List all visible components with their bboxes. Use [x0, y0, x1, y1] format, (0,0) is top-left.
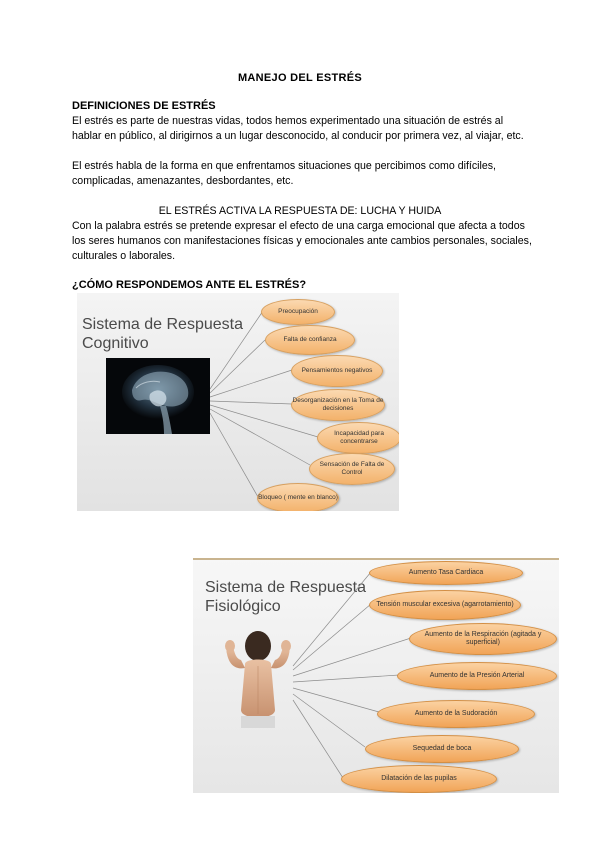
slide1-title-line2: Cognitivo — [82, 335, 149, 352]
oval-item-1: Preocupación — [261, 299, 335, 325]
oval-item-5: Incapacidad para concentrarse — [317, 422, 399, 454]
slide2-title-line2: Fisiológico — [205, 598, 281, 615]
oval-item-4: Desorganización en la Toma de decisiones — [291, 389, 385, 421]
oval-item-3: Aumento de la Respiración (agitada y superficial) — [409, 623, 557, 655]
oval-item-7: Bloqueo ( mente en blanco) — [257, 483, 339, 511]
brain-scan-image — [106, 358, 210, 434]
oval-item-1: Aumento Tasa Cardiaca — [369, 561, 523, 585]
slide1-title-line1: Sistema de Respuesta — [82, 316, 243, 333]
oval-item-6: Sequedad de boca — [365, 735, 519, 763]
paragraph-2: El estrés habla de la forma en que enfrentamos situaciones que percibimos como difíciles, complicadas, amenazantes, desbordantes, etc. — [72, 160, 496, 187]
section-heading-definitions: DEFINICIONES DE ESTRÉS — [72, 100, 216, 112]
caps-statement: EL ESTRÉS ACTIVA LA RESPUESTA DE: LUCHA Y HUIDA — [158, 205, 442, 217]
oval-item-2: Tensión muscular excesiva (agarrotamiento) — [369, 590, 521, 620]
oval-item-2: Falta de confianza — [265, 325, 355, 355]
section-heading-response: ¿CÓMO RESPONDEMOS ANTE EL ESTRÉS? — [72, 279, 307, 291]
slide-cognitive-response — [77, 293, 399, 511]
slide-physiological-response — [193, 558, 559, 793]
oval-item-7: Dilatación de las pupilas — [341, 765, 497, 793]
document-title: MANEJO DEL ESTRÉS — [237, 72, 363, 84]
slide2-title-line1: Sistema de Respuesta — [205, 579, 366, 596]
paragraph-1: El estrés es parte de nuestras vidas, todos hemos experimentado una situación de estrés al hablar en público, al dirigirnos a un lugar desconocido, al conducir por primera vez, al viajar, etc. — [72, 115, 524, 142]
oval-item-6: Sensación de Falta de Control — [309, 453, 395, 485]
oval-item-4: Aumento de la Presión Arterial — [397, 662, 557, 690]
oval-item-3: Pensamientos negativos — [291, 355, 383, 387]
paragraph-3: Con la palabra estrés se pretende expresar el efecto de una carga emocional que afecta a todos los seres humanos con manifestaciones físicas y emocionales ante cambios personales, sociales, culturales o laborales. — [72, 220, 532, 262]
child-flexing-photo — [219, 624, 297, 728]
oval-item-5: Aumento de la Sudoración — [377, 700, 535, 728]
